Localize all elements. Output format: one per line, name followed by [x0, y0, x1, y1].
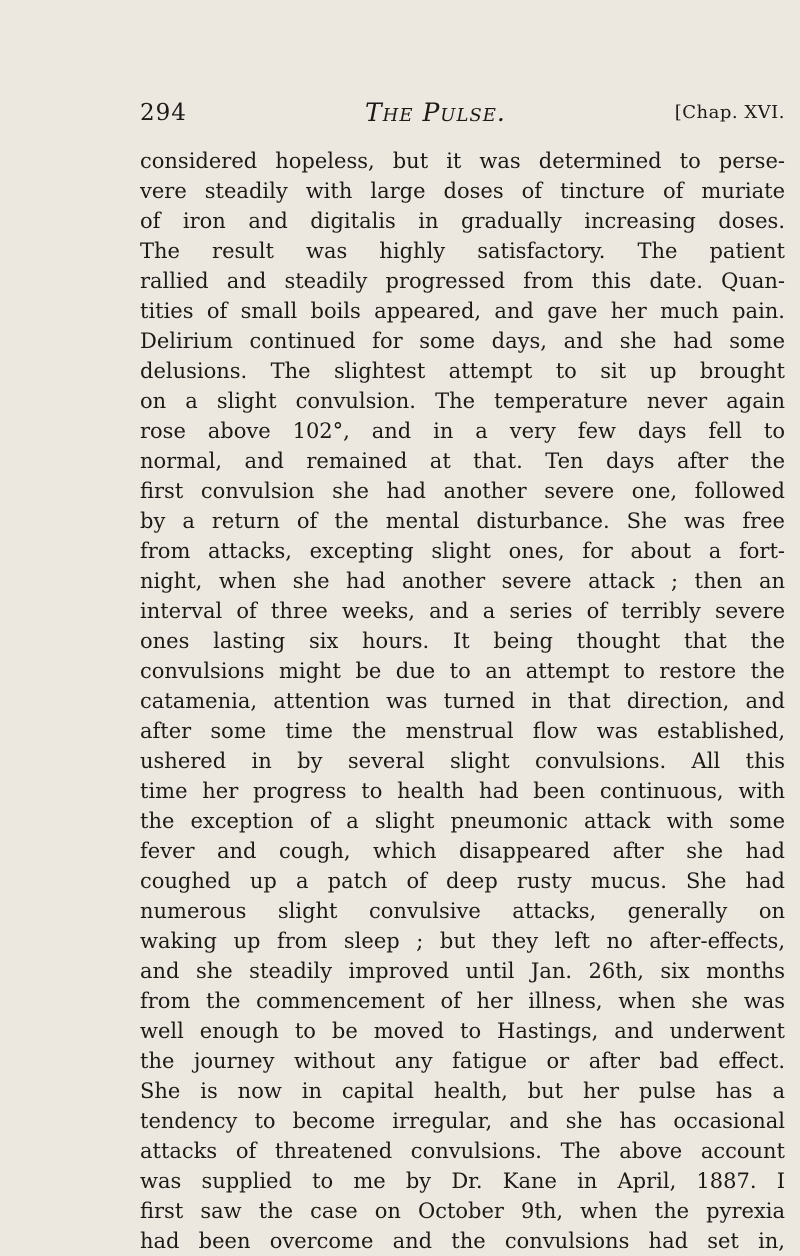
text-line: well enough to be moved to Hastings, and underwent	[140, 1019, 785, 1043]
text-line: the exception of a slight pneumonic attack with some	[140, 809, 785, 833]
text-line: time her progress to health had been continuous, with	[140, 779, 785, 803]
text-line: catamenia, attention was turned in that direction, and	[140, 689, 785, 713]
text-line: ushered in by several slight convulsions. All this	[140, 749, 785, 773]
text-line: normal, and remained at that. Ten days after the	[140, 449, 785, 473]
text-line: interval of three weeks, and a series of terribly severe	[140, 599, 785, 623]
text-line: The result was highly satisfactory. The patient	[140, 239, 785, 263]
chapter-label: [Chap. XVI.	[674, 102, 785, 123]
text-line: Delirium continued for some days, and she had some	[140, 329, 785, 353]
text-line: tities of small boils appeared, and gave her much pain.	[140, 299, 785, 323]
text-line: first convulsion she had another severe one, followed	[140, 479, 785, 503]
text-line: night, when she had another severe attack ; then an	[140, 569, 785, 593]
text-line: numerous slight convulsive attacks, generally on	[140, 899, 785, 923]
text-line: waking up from sleep ; but they left no after-effects,	[140, 929, 785, 953]
running-title: The Pulse.	[365, 98, 506, 127]
text-line: ones lasting six hours. It being thought that the	[140, 629, 785, 653]
text-line: attacks of threatened convulsions. The above account	[140, 1139, 785, 1163]
text-line: considered hopeless, but it was determined to perse-	[140, 149, 785, 173]
text-line: tendency to become irregular, and she has occasional	[140, 1109, 785, 1133]
text-line: rose above 102°, and in a very few days fell to	[140, 419, 785, 443]
text-line: from attacks, excepting slight ones, for about a fort-	[140, 539, 785, 563]
body-paragraph	[140, 146, 785, 1256]
text-line: by a return of the mental disturbance. She was free	[140, 509, 785, 533]
page-number: 294	[140, 100, 187, 126]
text-line: fever and cough, which disappeared after she had	[140, 839, 785, 863]
text-line: first saw the case on October 9th, when the pyrexia	[140, 1199, 785, 1223]
text-line: coughed up a patch of deep rusty mucus. She had	[140, 869, 785, 893]
text-line: was supplied to me by Dr. Kane in April, 1887. I	[140, 1169, 785, 1193]
text-line: convulsions might be due to an attempt to restore the	[140, 659, 785, 683]
text-line: from the commencement of her illness, when she was	[140, 989, 785, 1013]
text-line: and she steadily improved until Jan. 26th, six months	[140, 959, 785, 983]
page-header	[140, 100, 785, 130]
text-line: the journey without any fatigue or after bad effect.	[140, 1049, 785, 1073]
text-line: after some time the menstrual flow was established,	[140, 719, 785, 743]
text-line: on a slight convulsion. The temperature never again	[140, 389, 785, 413]
text-line: She is now in capital health, but her pulse has a	[140, 1079, 785, 1103]
text-line: delusions. The slightest attempt to sit up brought	[140, 359, 785, 383]
text-line: had been overcome and the convulsions had set in,	[140, 1229, 785, 1253]
text-line: vere steadily with large doses of tincture of muriate	[140, 179, 785, 203]
text-line: of iron and digitalis in gradually increasing doses.	[140, 209, 785, 233]
text-line: rallied and steadily progressed from this date. Quan-	[140, 269, 785, 293]
